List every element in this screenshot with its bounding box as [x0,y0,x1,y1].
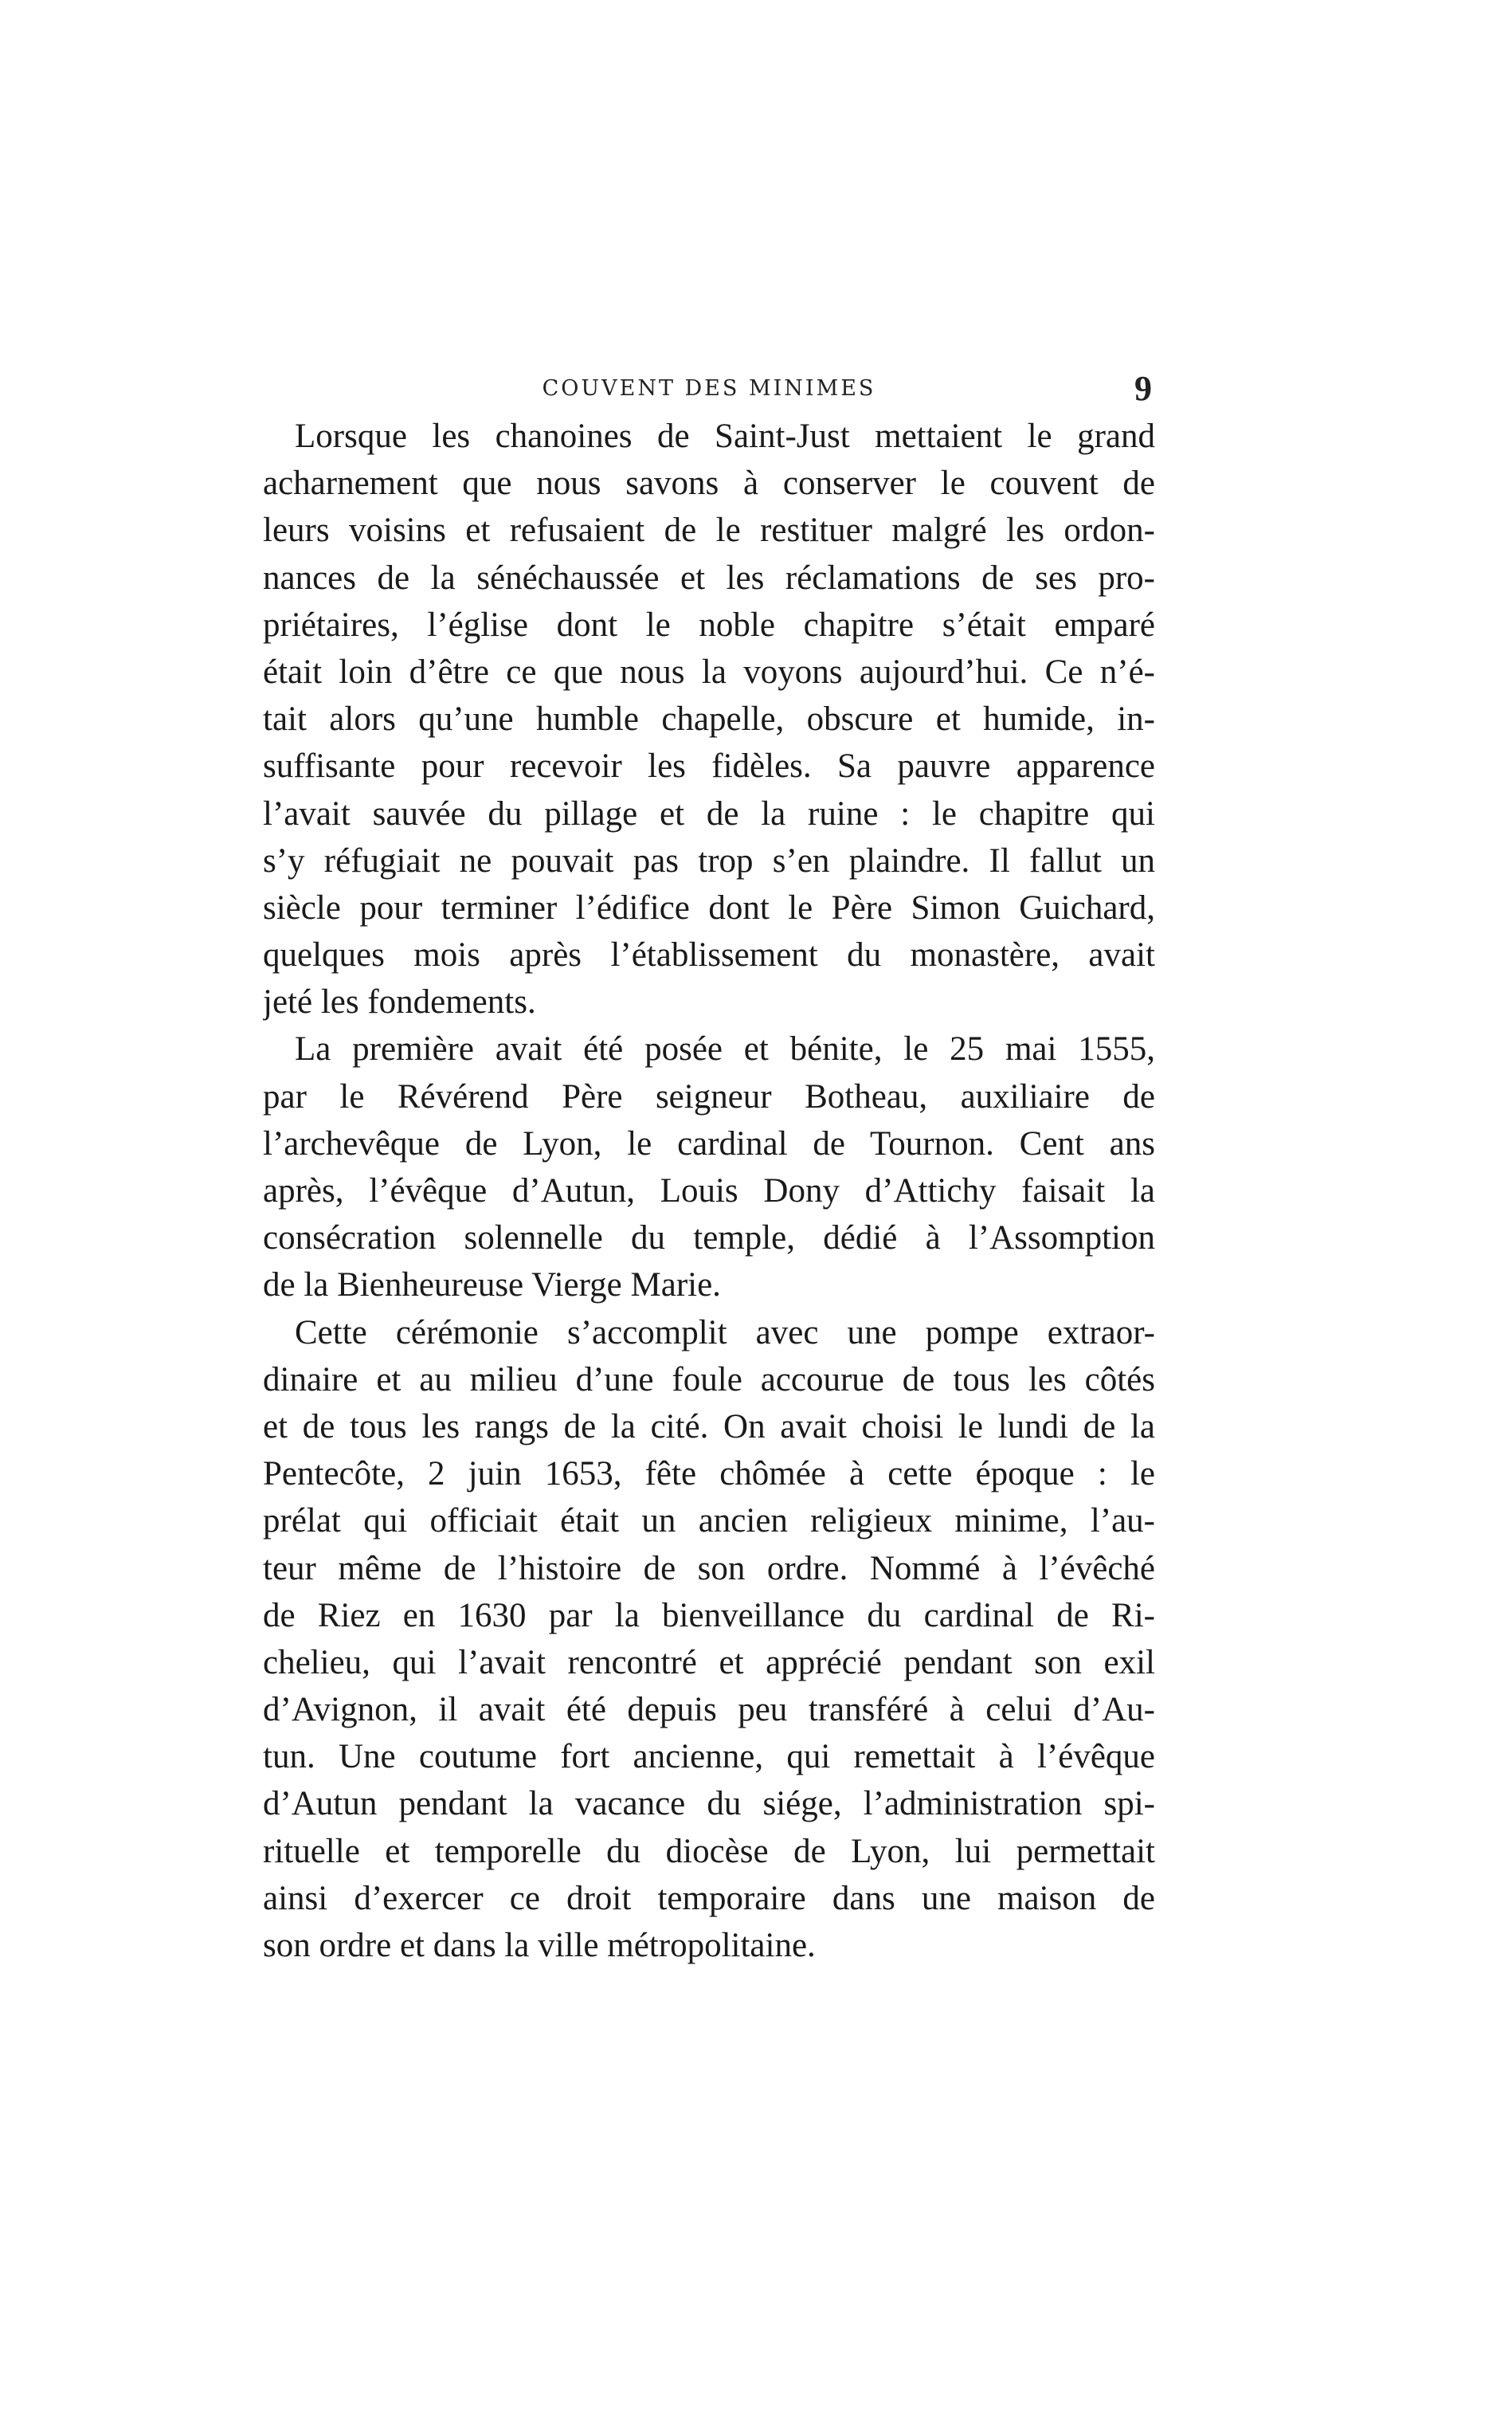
text-line: nances de la sénéchaussée et les réclamations de ses pro- [263,559,1155,597]
text-line: était loin d’être ce que nous la voyons aujourd’hui. Ce n’é- [263,653,1155,691]
text-line: quelques mois après l’établissement du monastère, avait [263,936,1155,975]
text-line: chelieu, qui l’avait rencontré et apprécié pendant son exil [263,1643,1155,1681]
text-line: Lorsque les chanoines de Saint-Just mettaient le grand [295,418,1155,455]
text-line: d’Avignon, il avait été depuis peu transféré à celui d’Au- [263,1691,1155,1729]
text-line: jeté les fondements. [263,983,536,1022]
text-line: rituelle et temporelle du diocèse de Lyon, lui permettait [263,1832,1155,1870]
text-line: dinaire et au milieu d’une foule accourue de tous les côtés [263,1360,1155,1398]
text-line: tun. Une coutume fort ancienne, qui remettait à l’évêque [263,1738,1155,1776]
text-line: s’y réfugiait ne pouvait pas trop s’en plaindre. Il fallut un [263,841,1155,880]
paragraph [263,1026,1155,1308]
text-line: acharnement que nous savons à conserver le couvent de [263,465,1155,503]
running-title: COUVENT DES MINIMES [542,376,876,401]
text-line: siècle pour terminer l’édifice dont le Père Simon Guichard, [263,888,1155,927]
text-line: Cette cérémonie s’accomplit avec une pompe extraor- [295,1313,1155,1351]
paragraph [263,413,1155,1026]
text-line: priétaires, l’église dont le noble chapitre s’était emparé [263,606,1155,644]
text-line: suffisante pour recevoir les fidèles. Sa pauvre apparence [263,747,1155,786]
text-line: de la Bienheureuse Vierge Marie. [263,1266,721,1304]
text-line: prélat qui officiait était un ancien religieux minime, l’au- [263,1502,1155,1540]
page-number: 9 [1134,369,1152,408]
text-line: leurs voisins et refusaient de le restituer malgré les ordon- [263,512,1155,550]
text-line: de Riez en 1630 par la bienveillance du cardinal de Ri- [263,1596,1155,1634]
text-line: l’archevêque de Lyon, le cardinal de Tournon. Cent ans [263,1124,1155,1163]
text-line: et de tous les rangs de la cité. On avait choisi le lundi de la [263,1407,1155,1445]
text-line: Pentecôte, 2 juin 1653, fête chômée à cette époque : le [263,1455,1155,1493]
text-line: teur même de l’histoire de son ordre. Nommé à l’évêché [263,1549,1155,1587]
text-line: après, l’évêque d’Autun, Louis Dony d’Attichy faisait la [263,1172,1155,1210]
text-line: consécration solennelle du temple, dédié à l’Assomption [263,1219,1155,1257]
text-line: d’Autun pendant la vacance du siége, l’administration spi- [263,1785,1155,1823]
text-line: ainsi d’exercer ce droit temporaire dans une maison de [263,1879,1155,1917]
body-text [263,413,1155,1969]
text-line: son ordre et dans la ville métropolitaine. [263,1927,816,1964]
text-line: l’avait sauvée du pillage et de la ruine : le chapitre qui [263,794,1155,833]
text-line: La première avait été posée et bénite, le 25 mai 1555, [295,1030,1155,1069]
text-line: tait alors qu’une humble chapelle, obscure et humide, in- [263,700,1155,739]
text-line: par le Révérend Père seigneur Botheau, auxiliaire de [263,1077,1155,1116]
running-head [263,360,1155,408]
paragraph [263,1309,1155,1970]
